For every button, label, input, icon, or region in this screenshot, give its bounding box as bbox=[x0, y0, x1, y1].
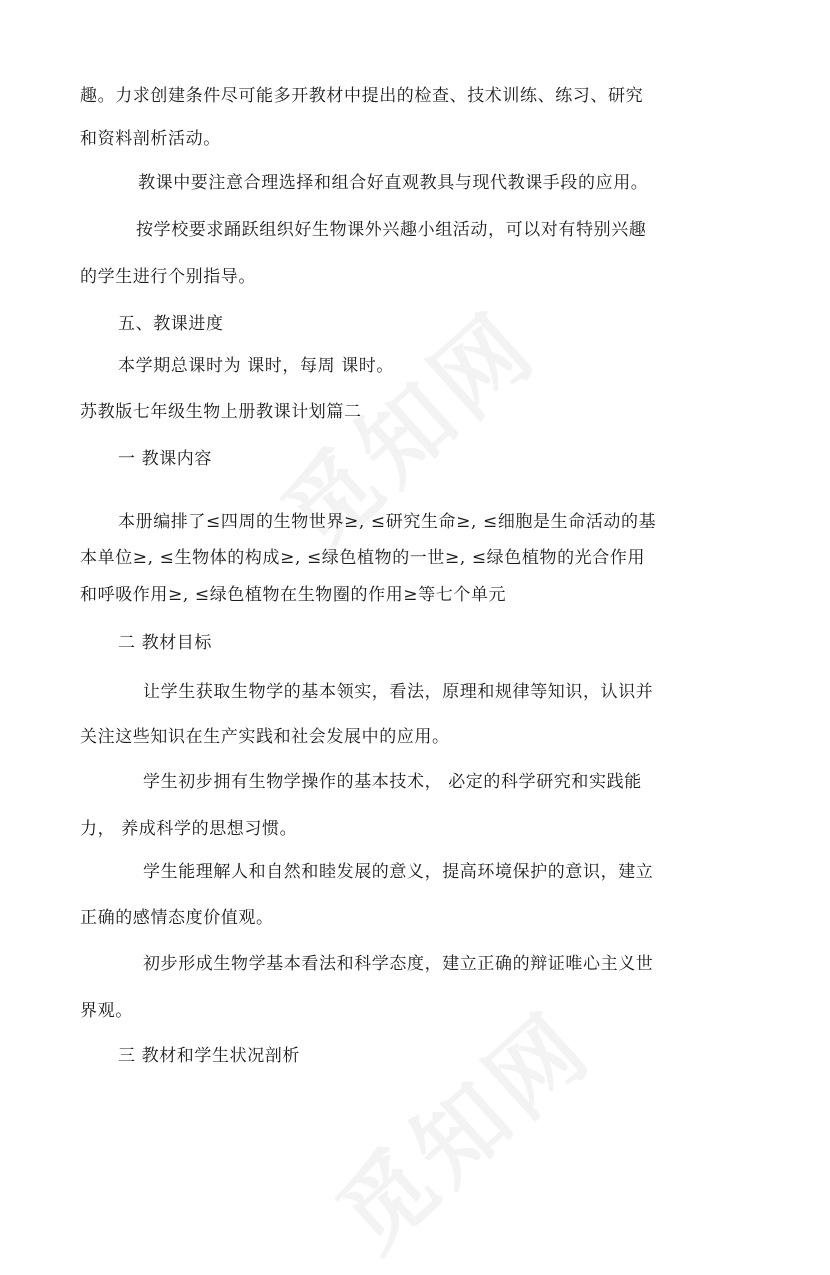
paragraph-line: 按学校要求踊跃组织好生物课外兴趣小组活动，可以对有特别兴趣 bbox=[136, 220, 647, 240]
section-heading: 二 教材目标 bbox=[118, 633, 213, 653]
paragraph-line: 让学生获取生物学的基本领实，看法，原理和规律等知识，认识并 bbox=[143, 682, 654, 702]
paragraph-line: 本册编排了≤四周的生物世界≥, ≤研究生命≥, ≤细胞是生命活动的基 bbox=[118, 512, 657, 532]
paragraph-line: 教课中要注意合理选择和组合好直观教具与现代教课手段的应用。 bbox=[138, 173, 649, 193]
paragraph-line: 界观。 bbox=[80, 1001, 133, 1021]
paragraph-line: 和呼吸作用≥, ≤绿色植物在生物圈的作用≥等七个单元 bbox=[80, 585, 507, 605]
paragraph-line: 学生初步拥有生物学操作的基本技术， 必定的科学研究和实践能 bbox=[143, 772, 642, 792]
paragraph-line: 正确的感情态度价值观。 bbox=[80, 908, 274, 928]
paragraph-line: 关注这些知识在生产实践和社会发展中的应用。 bbox=[80, 727, 450, 747]
paragraph-line: 初步形成生物学基本看法和科学态度，建立正确的辩证唯心主义世 bbox=[143, 954, 654, 974]
paragraph-line: 力， 养成科学的思想习惯。 bbox=[80, 819, 298, 839]
section-heading: 一 教课内容 bbox=[118, 449, 213, 469]
paragraph-line: 学生能理解人和自然和睦发展的意义，提高环境保护的意识，建立 bbox=[143, 862, 654, 882]
paragraph-line: 的学生进行个别指导。 bbox=[80, 267, 256, 287]
paragraph-line: 本学期总课时为 课时，每周 课时。 bbox=[118, 356, 395, 376]
section-heading: 五、教课进度 bbox=[118, 314, 224, 334]
paragraph-line: 本单位≥, ≤生物体的构成≥, ≤绿色植物的一世≥, ≤绿色植物的光合作用 bbox=[80, 548, 646, 568]
paragraph-line: 趣。力求创建条件尽可能多开教材中提出的检查、技术训练、练习、研究 bbox=[80, 86, 644, 106]
watermark-bottom bbox=[304, 977, 615, 1275]
paragraph-line: 和资料剖析活动。 bbox=[80, 129, 221, 149]
document-title: 苏教版七年级生物上册教课计划篇二 bbox=[80, 402, 362, 422]
section-heading: 三 教材和学生状况剖析 bbox=[118, 1046, 301, 1066]
